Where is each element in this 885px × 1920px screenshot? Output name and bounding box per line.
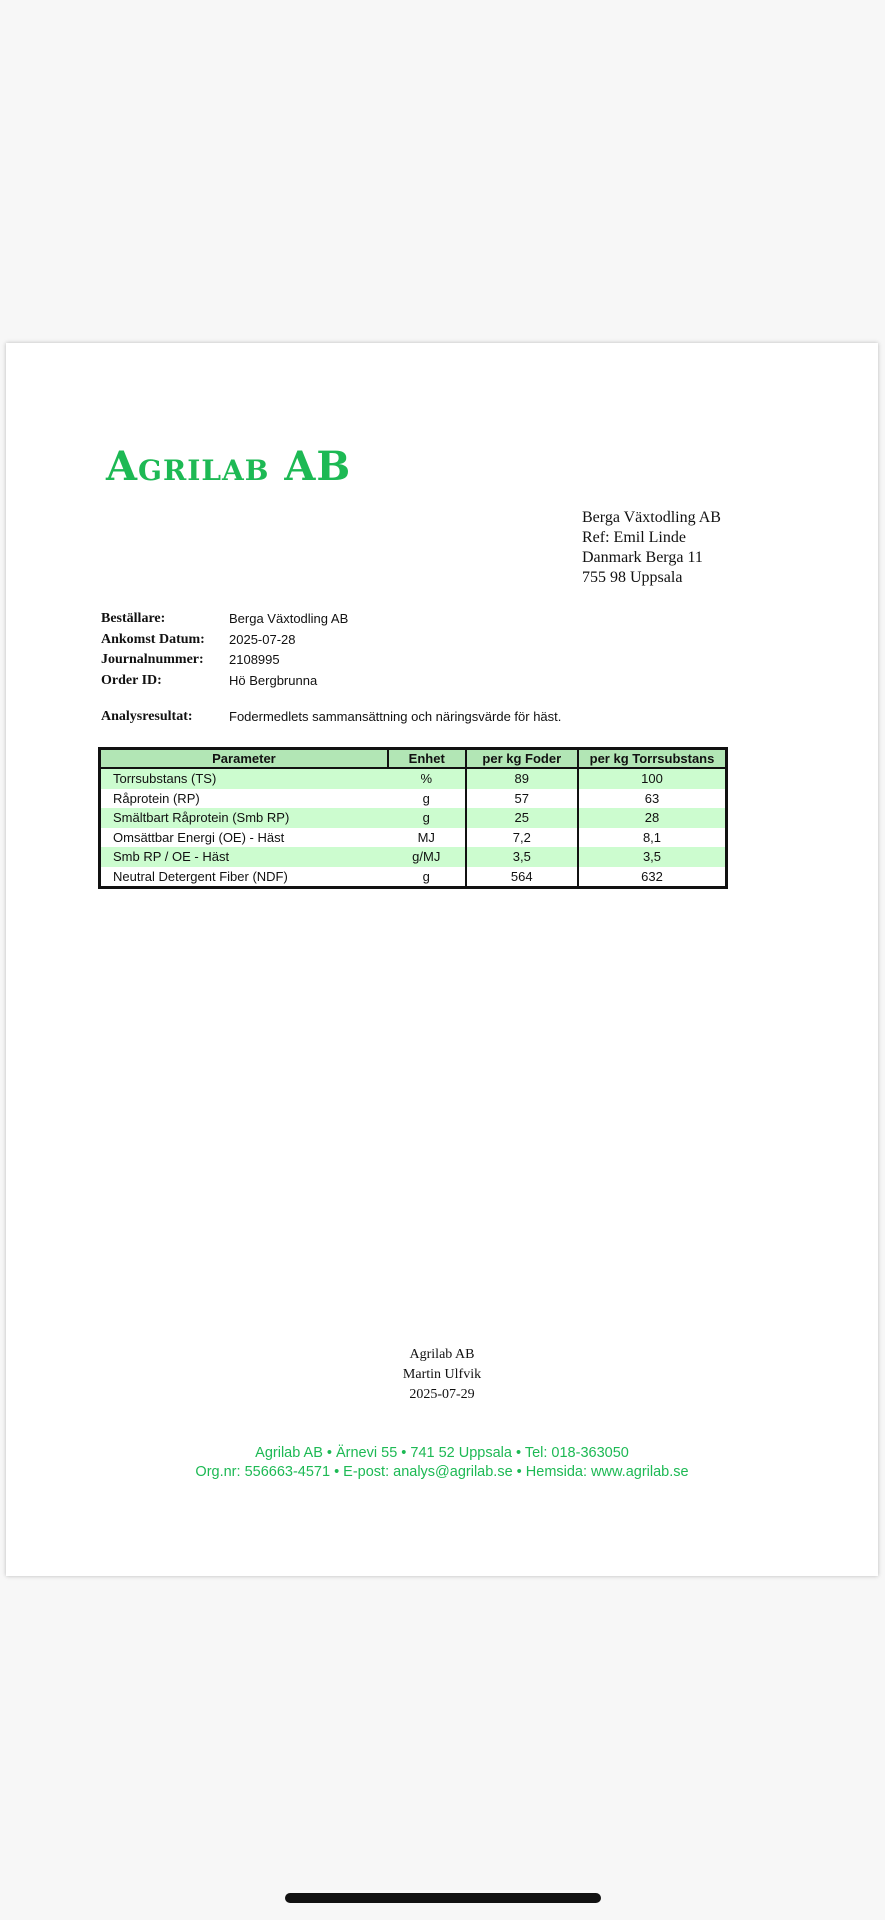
ankomst-value: 2025-07-28 <box>229 631 296 647</box>
unit-cell: MJ <box>388 828 466 848</box>
ts-cell: 28 <box>578 808 727 828</box>
param-cell: Råprotein (RP) <box>113 790 200 806</box>
order-meta <box>101 609 348 691</box>
order-value: Hö Bergbrunna <box>229 672 318 688</box>
meta-row-journal <box>101 650 348 671</box>
param-cell: Smältbart Råprotein (Smb RP) <box>100 808 388 828</box>
ts-cell: 3,5 <box>578 847 727 867</box>
param-cell: Neutral Detergent Fiber (NDF) <box>113 868 288 884</box>
ankomst-label: Ankomst Datum: <box>101 631 205 647</box>
signature-name: Martin Ulfvik <box>402 1367 482 1382</box>
signature-date: 2025-07-29 <box>409 1387 475 1402</box>
order-label: Order ID: <box>101 672 162 688</box>
ts-cell: 100 <box>578 768 727 789</box>
table-row <box>100 867 727 888</box>
param-cell: Smb RP / OE - Häst <box>100 847 388 867</box>
unit-cell: % <box>388 768 466 789</box>
unit-cell: g/MJ <box>388 847 466 867</box>
home-indicator[interactable] <box>285 1893 601 1903</box>
results-table <box>98 747 728 889</box>
table-row <box>100 847 727 867</box>
recipient-line: 755 98 Uppsala <box>582 569 683 586</box>
param-cell: Omsättbar Energi (OE) - Häst <box>113 829 285 845</box>
column-header: per kg Torrsubstans <box>578 749 727 769</box>
foder-cell: 89 <box>466 768 578 789</box>
foder-cell: 3,5 <box>466 847 578 867</box>
foder-cell: 564 <box>466 867 578 888</box>
unit-cell: g <box>388 789 466 809</box>
column-header: Parameter <box>100 749 388 769</box>
ts-cell: 63 <box>644 790 660 806</box>
meta-row-order <box>101 671 348 692</box>
unit-cell: g <box>388 808 466 828</box>
meta-row-ankomst <box>101 630 348 651</box>
journal-value: 2108995 <box>229 652 280 667</box>
journal-label: Journalnummer: <box>101 652 204 667</box>
signature-block <box>6 1345 878 1405</box>
unit-cell: g <box>388 867 466 888</box>
recipient-address <box>582 508 721 588</box>
analysis-label: Analysresultat: <box>101 709 193 724</box>
bestallare-label: Beställare: <box>101 611 166 626</box>
analysis-heading <box>101 709 561 725</box>
foder-cell: 25 <box>466 808 578 828</box>
ts-cell: 632 <box>641 868 663 884</box>
param-cell: Torrsubstans (TS) <box>100 768 388 789</box>
footer-contact <box>6 1444 878 1482</box>
foder-cell: 57 <box>466 789 578 809</box>
column-header: per kg Foder <box>466 749 578 769</box>
company-logo: Agrilab AB <box>106 443 352 490</box>
table-row <box>100 789 727 809</box>
document-page <box>6 343 878 1576</box>
ts-cell: 8,1 <box>642 829 662 845</box>
table-row <box>100 768 727 789</box>
footer-line-2: Org.nr: 556663-4571 • E-post: analys@agrilab.se • Hemsida: www.agrilab.se <box>195 1464 689 1480</box>
signature-company: Agrilab AB <box>409 1347 475 1362</box>
recipient-line: Berga Växtodling AB <box>582 509 721 526</box>
foder-cell: 7,2 <box>466 828 578 848</box>
column-header: Enhet <box>388 749 466 769</box>
meta-row-bestallare <box>101 609 348 630</box>
table-row <box>100 808 727 828</box>
bestallare-value: Berga Växtodling AB <box>229 611 349 626</box>
footer-line-1: Agrilab AB • Ärnevi 55 • 741 52 Uppsala • Tel: 018-363050 <box>255 1445 629 1461</box>
analysis-text: Fodermedlets sammansättning och näringsvärde för häst. <box>229 709 562 724</box>
recipient-line: Danmark Berga 11 <box>582 549 703 566</box>
recipient-line: Ref: Emil Linde <box>582 529 686 546</box>
table-row <box>100 828 727 848</box>
table-header-row <box>100 749 727 769</box>
